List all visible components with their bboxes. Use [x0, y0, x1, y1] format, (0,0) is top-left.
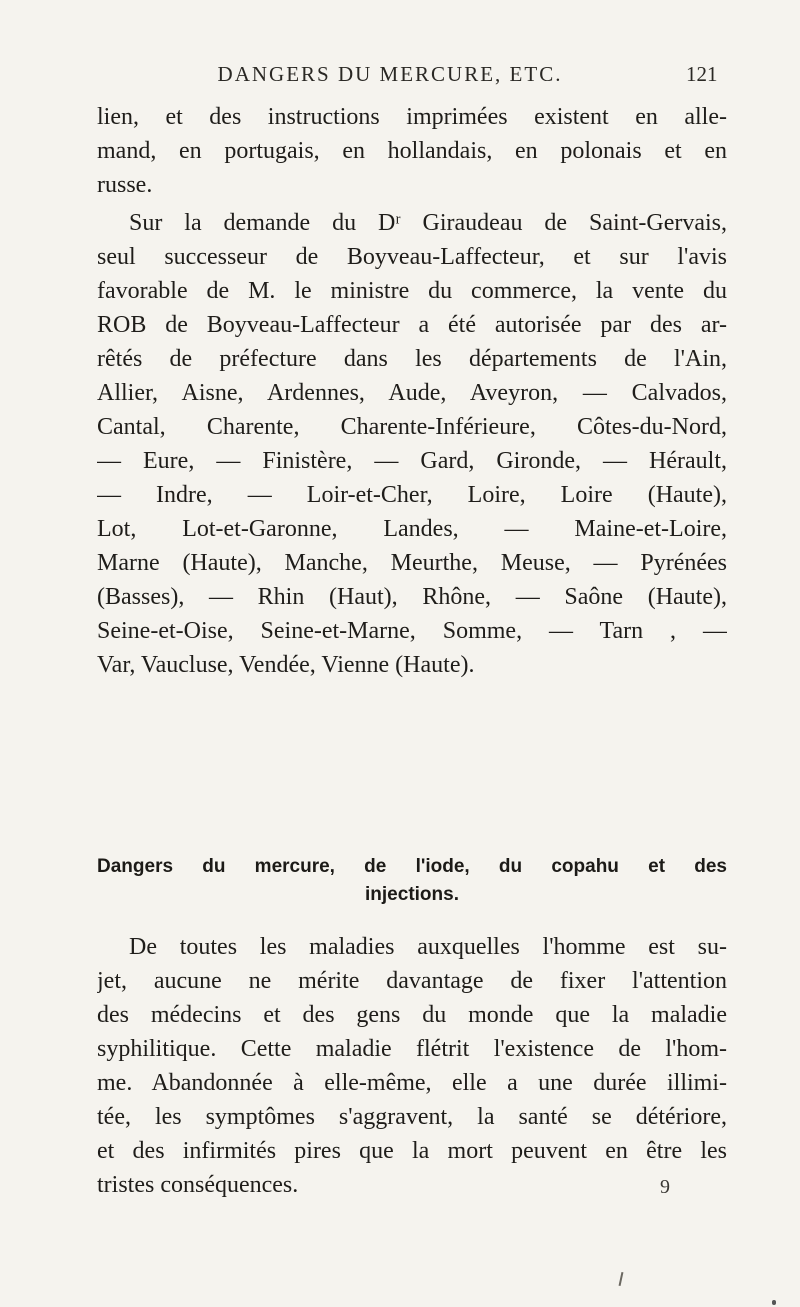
text-line: et des infirmités pires que la mort peuvent en être les [97, 1138, 727, 1164]
signature-mark: 9 [660, 1176, 670, 1198]
text-line: jet, aucune ne mérite davantage de fixer l'attention [97, 968, 727, 994]
text-line: Var, Vaucluse, Vendée, Vienne (Haute). [97, 652, 475, 678]
text-line: tée, les symptômes s'aggravent, la santé se détériore, [97, 1104, 727, 1130]
ink-speck [619, 1272, 624, 1286]
text-line: Marne (Haute), Manche, Meurthe, Meuse, — Pyrénées [97, 550, 727, 576]
page-number: 121 [686, 62, 718, 86]
text-line: Sur la demande du Dʳ Giraudeau de Saint-Gervais, [129, 210, 727, 236]
text-line: (Basses), — Rhin (Haut), Rhône, — Saône (Haute), [97, 584, 727, 610]
heading-line: injections. [365, 884, 459, 905]
text-line: syphilitique. Cette maladie flétrit l'existence de l'hom- [97, 1036, 727, 1062]
running-title: DANGERS DU MERCURE, ETC. [217, 62, 563, 86]
text-line: — Eure, — Finistère, — Gard, Gironde, — Hérault, [97, 448, 727, 474]
section-heading [97, 853, 727, 909]
text-line: ROB de Boyveau-Laffecteur a été autorisée par des ar- [97, 312, 727, 338]
text-line: mand, en portugais, en hollandais, en polonais et en [97, 138, 727, 164]
text-line: Allier, Aisne, Ardennes, Aude, Aveyron, — Calvados, [97, 380, 727, 406]
paragraph-continuation [97, 100, 727, 202]
text-line: — Indre, — Loir-et-Cher, Loire, Loire (Haute), [97, 482, 727, 508]
text-line: favorable de M. le ministre du commerce, la vente du [97, 278, 727, 304]
text-line: Seine-et-Oise, Seine-et-Marne, Somme, — Tarn , — [97, 618, 727, 644]
ink-speck [772, 1300, 776, 1305]
text-line: Cantal, Charente, Charente-Inférieure, Côtes-du-Nord, [97, 414, 727, 440]
text-line: rêtés de préfecture dans les départements de l'Ain, [97, 346, 727, 372]
text-line: tristes conséquences. [97, 1172, 299, 1198]
text-line: Lot, Lot-et-Garonne, Landes, — Maine-et-Loire, [97, 516, 727, 542]
heading-line: Dangers du mercure, de l'iode, du copahu et des [97, 856, 727, 877]
text-line: seul successeur de Boyveau-Laffecteur, et sur l'avis [97, 244, 727, 270]
text-line: lien, et des instructions imprimées existent en alle- [97, 104, 727, 130]
text-line: russe. [97, 172, 153, 198]
text-line: De toutes les maladies auxquelles l'homme est su- [129, 934, 727, 960]
running-head [0, 62, 800, 92]
paragraph-rob-authorization [97, 206, 727, 682]
text-line: me. Abandonnée à elle-même, elle a une durée illimi- [97, 1070, 727, 1096]
text-line: des médecins et des gens du monde que la maladie [97, 1002, 727, 1028]
paragraph-syphilis [97, 930, 727, 1202]
